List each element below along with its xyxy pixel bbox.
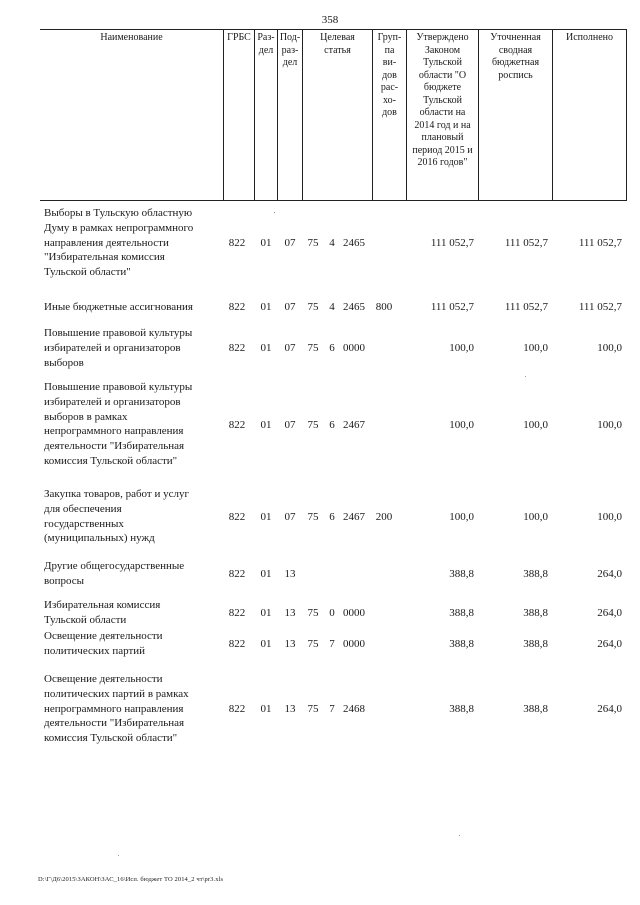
row-executed: 264,0 — [597, 703, 622, 715]
row-razdel: 01 — [260, 419, 272, 431]
table-row — [0, 629, 640, 659]
row-grbs: 822 — [228, 607, 246, 619]
row-target-subprogram: 4 — [329, 301, 335, 313]
row-target-code: 2468 — [343, 703, 365, 715]
table-row — [0, 559, 640, 589]
row-name: Закупка товаров, работ и услуг для обеспечения государственных (муниципальных) нужд — [44, 488, 189, 545]
table-row — [0, 300, 640, 314]
row-podrazdel: 07 — [284, 301, 296, 313]
row-approved: 388,8 — [449, 703, 474, 715]
row-target-code: 0000 — [343, 607, 365, 619]
row-grbs: 822 — [228, 301, 246, 313]
row-refined: 100,0 — [523, 419, 548, 431]
scan-speck — [118, 855, 119, 856]
row-refined: 388,8 — [523, 638, 548, 650]
header-razdel: Раз- дел — [254, 30, 277, 200]
row-approved: 100,0 — [449, 342, 474, 354]
row-executed: 111 052,7 — [578, 301, 622, 313]
row-razdel: 01 — [260, 703, 272, 715]
row-executed: 100,0 — [597, 342, 622, 354]
row-refined: 388,8 — [523, 607, 548, 619]
row-executed: 111 052,7 — [578, 237, 622, 249]
row-executed: 100,0 — [597, 419, 622, 431]
row-approved: 111 052,7 — [430, 301, 474, 313]
row-razdel: 01 — [260, 511, 272, 523]
row-podrazdel: 07 — [284, 511, 296, 523]
table-row — [0, 598, 640, 628]
row-target-subprogram: 4 — [329, 237, 335, 249]
row-group: 200 — [375, 511, 393, 523]
row-razdel: 01 — [260, 342, 272, 354]
header-approved: Утверждено Законом Тульской области "О бюджете Тульской области на 2014 год и на плановый период 2015 и 2016 годов" — [406, 30, 478, 200]
row-grbs: 822 — [228, 568, 246, 580]
row-grbs: 822 — [228, 638, 246, 650]
row-target-program: 75 — [307, 237, 319, 249]
row-group: 800 — [375, 301, 393, 313]
row-approved: 111 052,7 — [430, 237, 474, 249]
row-name: Другие общегосударственные вопросы — [44, 560, 185, 587]
row-refined: 388,8 — [523, 568, 548, 580]
row-refined: 111 052,7 — [504, 301, 548, 313]
header-refined: Уточненная сводная бюджетная роспись — [478, 30, 552, 200]
row-grbs: 822 — [228, 237, 246, 249]
table-row — [0, 326, 640, 370]
scan-speck — [274, 212, 275, 213]
row-approved: 388,8 — [449, 568, 474, 580]
header-grbs: ГРБС — [223, 30, 254, 200]
row-razdel: 01 — [260, 638, 272, 650]
row-razdel: 01 — [260, 568, 272, 580]
row-podrazdel: 13 — [284, 703, 296, 715]
row-target-subprogram: 0 — [329, 607, 335, 619]
row-target-code: 0000 — [343, 342, 365, 354]
row-executed: 264,0 — [597, 568, 622, 580]
table-row — [0, 487, 640, 547]
row-name: Освещение деятельности политических партий — [44, 630, 163, 657]
row-name: Повышение правовой культуры избирателей и организаторов выборов — [44, 327, 193, 369]
row-podrazdel: 13 — [284, 607, 296, 619]
row-approved: 388,8 — [449, 607, 474, 619]
row-target-code: 2465 — [343, 237, 365, 249]
row-target-program: 75 — [307, 419, 319, 431]
row-name: Повышение правовой культуры избирателей и организаторов выборов в рамках непрограммного направления деятельности "Избирательная комиссия Тульской области" — [44, 381, 193, 467]
header-target: Целевая статья — [302, 30, 372, 200]
row-razdel: 01 — [260, 301, 272, 313]
row-target-program: 75 — [307, 607, 319, 619]
header-name: Наименование — [100, 32, 163, 43]
row-grbs: 822 — [228, 342, 246, 354]
row-refined: 100,0 — [523, 342, 548, 354]
row-target-subprogram: 7 — [329, 703, 335, 715]
header-podrazdel: Под- раз- дел — [277, 30, 302, 200]
row-target-subprogram: 6 — [329, 419, 335, 431]
row-name: Избирательная комиссия Тульской области — [44, 599, 161, 626]
row-target-subprogram: 6 — [329, 511, 335, 523]
row-razdel: 01 — [260, 607, 272, 619]
row-executed: 264,0 — [597, 638, 622, 650]
row-target-program: 75 — [307, 342, 319, 354]
row-executed: 264,0 — [597, 607, 622, 619]
file-path-footer: D:\Г\Д6\2015\ЗАКОН\ЗАС_16\Исп. бюджет ТО 2014_2 чт\pr3.xls — [38, 876, 224, 883]
row-name: Иные бюджетные ассигнования — [44, 301, 193, 313]
row-target-program: 75 — [307, 301, 319, 313]
header-group: Груп- па ви- дов рас- хо- дов — [372, 30, 406, 200]
row-refined: 100,0 — [523, 511, 548, 523]
page-number: 358 — [321, 14, 339, 26]
table-row — [0, 672, 640, 746]
scan-speck — [525, 376, 526, 377]
row-target-code: 2465 — [343, 301, 365, 313]
row-approved: 388,8 — [449, 638, 474, 650]
row-podrazdel: 13 — [284, 638, 296, 650]
table-row — [0, 206, 640, 280]
row-refined: 111 052,7 — [504, 237, 548, 249]
row-target-program: 75 — [307, 511, 319, 523]
row-executed: 100,0 — [597, 511, 622, 523]
row-refined: 388,8 — [523, 703, 548, 715]
row-approved: 100,0 — [449, 511, 474, 523]
row-target-code: 0000 — [343, 638, 365, 650]
scan-speck — [459, 835, 460, 836]
table-row — [0, 380, 640, 469]
row-podrazdel: 07 — [284, 419, 296, 431]
row-grbs: 822 — [228, 419, 246, 431]
row-target-code: 2467 — [343, 511, 365, 523]
row-grbs: 822 — [228, 703, 246, 715]
row-approved: 100,0 — [449, 419, 474, 431]
row-podrazdel: 07 — [284, 237, 296, 249]
row-target-subprogram: 6 — [329, 342, 335, 354]
row-name: Выборы в Тульскую областную Думу в рамках непрограммного направления деятельности "Избирательная комиссия Тульской области" — [44, 207, 194, 279]
row-target-program: 75 — [307, 638, 319, 650]
row-name: Освещение деятельности политических партий в рамках непрограммного направления деятельности "Избирательная комиссия Тульской области" — [44, 673, 189, 745]
row-target-code: 2467 — [343, 419, 365, 431]
row-grbs: 822 — [228, 511, 246, 523]
row-target-subprogram: 7 — [329, 638, 335, 650]
table-header — [40, 29, 627, 201]
row-razdel: 01 — [260, 237, 272, 249]
header-executed: Исполнено — [552, 30, 627, 200]
row-podrazdel: 13 — [284, 568, 296, 580]
row-target-program: 75 — [307, 703, 319, 715]
row-podrazdel: 07 — [284, 342, 296, 354]
